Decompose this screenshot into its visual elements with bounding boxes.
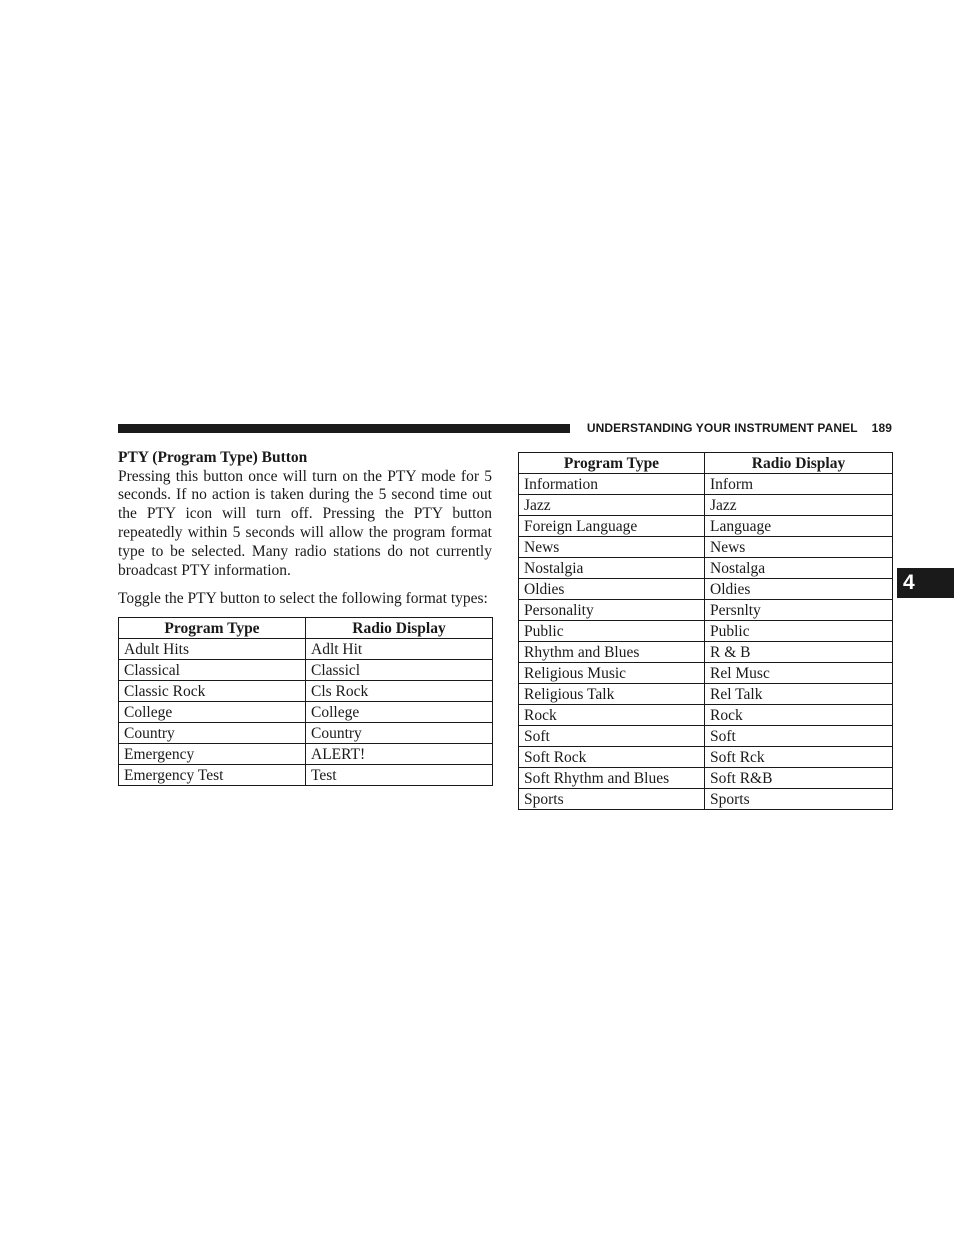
table-row: [119, 639, 493, 660]
radio-display-cell: Soft Rck: [705, 747, 893, 768]
program-type-cell: Rock: [519, 705, 705, 726]
table-row: [519, 495, 893, 516]
table-row: [519, 663, 893, 684]
table-row: [519, 684, 893, 705]
header-rule: [118, 424, 570, 433]
radio-display-cell: College: [306, 702, 493, 723]
table-row: [519, 516, 893, 537]
radio-display-cell: News: [705, 537, 893, 558]
radio-display-cell: Rel Musc: [705, 663, 893, 684]
program-type-cell: Adult Hits: [119, 639, 306, 660]
chapter-tab: 4: [897, 568, 954, 598]
program-type-cell: Soft: [519, 726, 705, 747]
section-title: UNDERSTANDING YOUR INSTRUMENT PANEL: [586, 421, 858, 435]
table-row: [519, 789, 893, 810]
radio-display-cell: Persnlty: [705, 600, 893, 621]
table-row: [519, 474, 893, 495]
radio-display-cell: Public: [705, 621, 893, 642]
program-type-cell: Emergency Test: [119, 765, 306, 786]
column-header-radio-display: Radio Display: [705, 453, 893, 474]
program-type-table-right: [518, 452, 893, 810]
program-type-table-left: [118, 617, 493, 786]
radio-display-cell: Oldies: [705, 579, 893, 600]
column-header-radio-display: Radio Display: [306, 618, 493, 639]
table-row: [119, 660, 493, 681]
table-row: [519, 768, 893, 789]
radio-display-cell: Language: [705, 516, 893, 537]
table-row: [119, 723, 493, 744]
table-row: [119, 702, 493, 723]
program-type-cell: Religious Talk: [519, 684, 705, 705]
table-row: [519, 621, 893, 642]
radio-display-cell: Sports: [705, 789, 893, 810]
left-column: [118, 449, 492, 786]
program-type-cell: Classical: [119, 660, 306, 681]
table-row: [519, 600, 893, 621]
program-type-cell: College: [119, 702, 306, 723]
radio-display-cell: ALERT!: [306, 744, 493, 765]
program-type-cell: News: [519, 537, 705, 558]
radio-display-cell: R & B: [705, 642, 893, 663]
page-number: 189: [871, 421, 892, 435]
table-row: [519, 726, 893, 747]
radio-display-cell: Rock: [705, 705, 893, 726]
table-row: [119, 681, 493, 702]
program-type-cell: Nostalgia: [519, 558, 705, 579]
table-row: [519, 579, 893, 600]
table-row: [519, 537, 893, 558]
program-type-cell: Classic Rock: [119, 681, 306, 702]
table-row: [519, 558, 893, 579]
program-type-cell: Emergency: [119, 744, 306, 765]
table-row: [119, 744, 493, 765]
program-type-cell: Religious Music: [519, 663, 705, 684]
radio-display-cell: Country: [306, 723, 493, 744]
table-row: [119, 765, 493, 786]
program-type-cell: Foreign Language: [519, 516, 705, 537]
radio-display-cell: Soft: [705, 726, 893, 747]
radio-display-cell: Soft R&B: [705, 768, 893, 789]
table-header-row: [519, 453, 893, 474]
program-type-cell: Jazz: [519, 495, 705, 516]
program-type-cell: Information: [519, 474, 705, 495]
program-type-cell: Country: [119, 723, 306, 744]
radio-display-cell: Classicl: [306, 660, 493, 681]
table-header-row: [119, 618, 493, 639]
column-header-program-type: Program Type: [119, 618, 306, 639]
program-type-cell: Soft Rhythm and Blues: [519, 768, 705, 789]
table-row: [519, 642, 893, 663]
radio-display-cell: Jazz: [705, 495, 893, 516]
radio-display-cell: Inform: [705, 474, 893, 495]
table-row: [519, 705, 893, 726]
program-type-cell: Oldies: [519, 579, 705, 600]
radio-display-cell: Rel Talk: [705, 684, 893, 705]
program-type-cell: Personality: [519, 600, 705, 621]
radio-display-cell: Adlt Hit: [306, 639, 493, 660]
table-row: [519, 747, 893, 768]
program-type-cell: Public: [519, 621, 705, 642]
running-header: [578, 420, 892, 436]
column-header-program-type: Program Type: [519, 453, 705, 474]
body-paragraph-2: Toggle the PTY button to select the following format types:: [118, 590, 488, 608]
program-type-cell: Rhythm and Blues: [519, 642, 705, 663]
body-paragraph-1: Pressing this button once will turn on the PTY mode for 5 seconds. If no action is taken during the 5 second time out the PTY icon will turn off. Pressing the PTY button repeatedly within 5 seconds will allow the program format type to be selected. Many radio stations do not currently broadcast PTY information.: [118, 467, 492, 579]
radio-display-cell: Cls Rock: [306, 681, 493, 702]
program-type-cell: Soft Rock: [519, 747, 705, 768]
program-type-cell: Sports: [519, 789, 705, 810]
section-heading: PTY (Program Type) Button: [118, 449, 308, 466]
radio-display-cell: Test: [306, 765, 493, 786]
radio-display-cell: Nostalga: [705, 558, 893, 579]
